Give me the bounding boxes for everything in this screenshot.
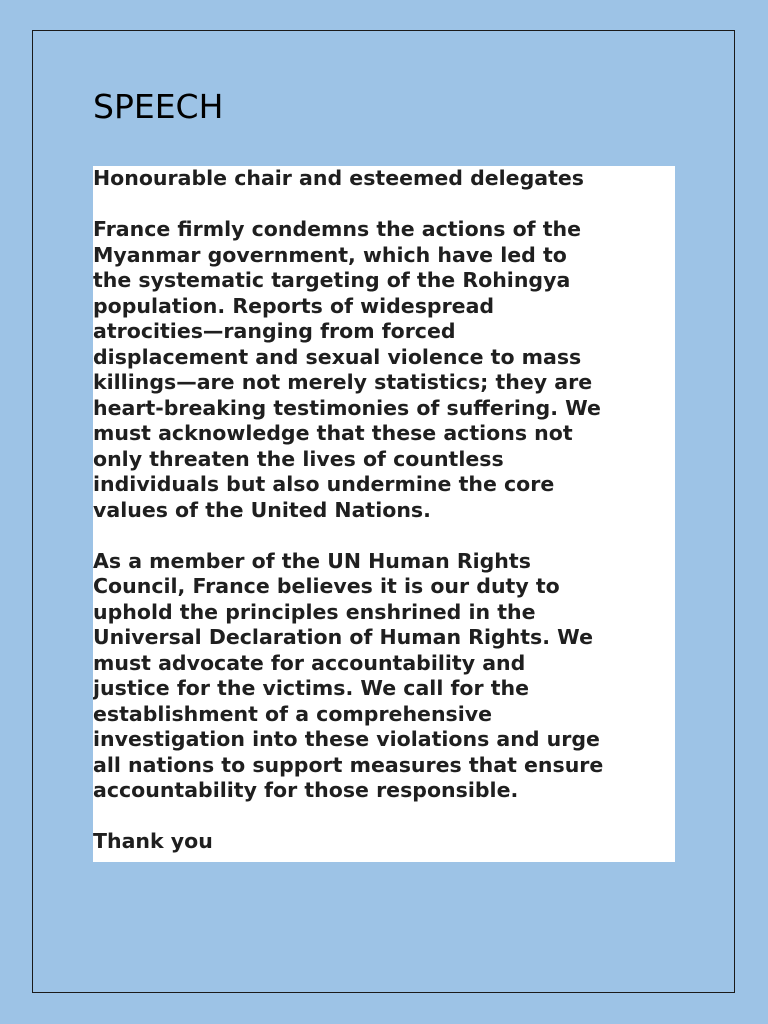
speech-closing: Thank you bbox=[93, 829, 213, 853]
speech-paragraph-1: France firmly condemns the actions of the Myanmar government, which have led to the systematic targeting of the Rohingya population. Reports of widespread atrocities—ranging from forced displacement and sexual violence to mass killings—are not merely statistics; they are heart-breaking testimonies of suffering. We must acknowledge that these actions not only threaten the lives of countless individuals but also undermine the core values of the United Nations. bbox=[93, 217, 601, 522]
speech-salutation: Honourable chair and esteemed delegates bbox=[93, 166, 584, 190]
speech-text-box bbox=[93, 166, 675, 862]
speech-paragraph-2: As a member of the UN Human Rights Council, France believes it is our duty to uphold the principles enshrined in the Universal Declaration of Human Rights. We must advocate for accountability and justice for the victims. We call for the establishment of a comprehensive investigation into these violations and urge all nations to support measures that ensure accountability for those responsible. bbox=[93, 548, 604, 802]
page-title: SPEECH bbox=[93, 87, 224, 126]
